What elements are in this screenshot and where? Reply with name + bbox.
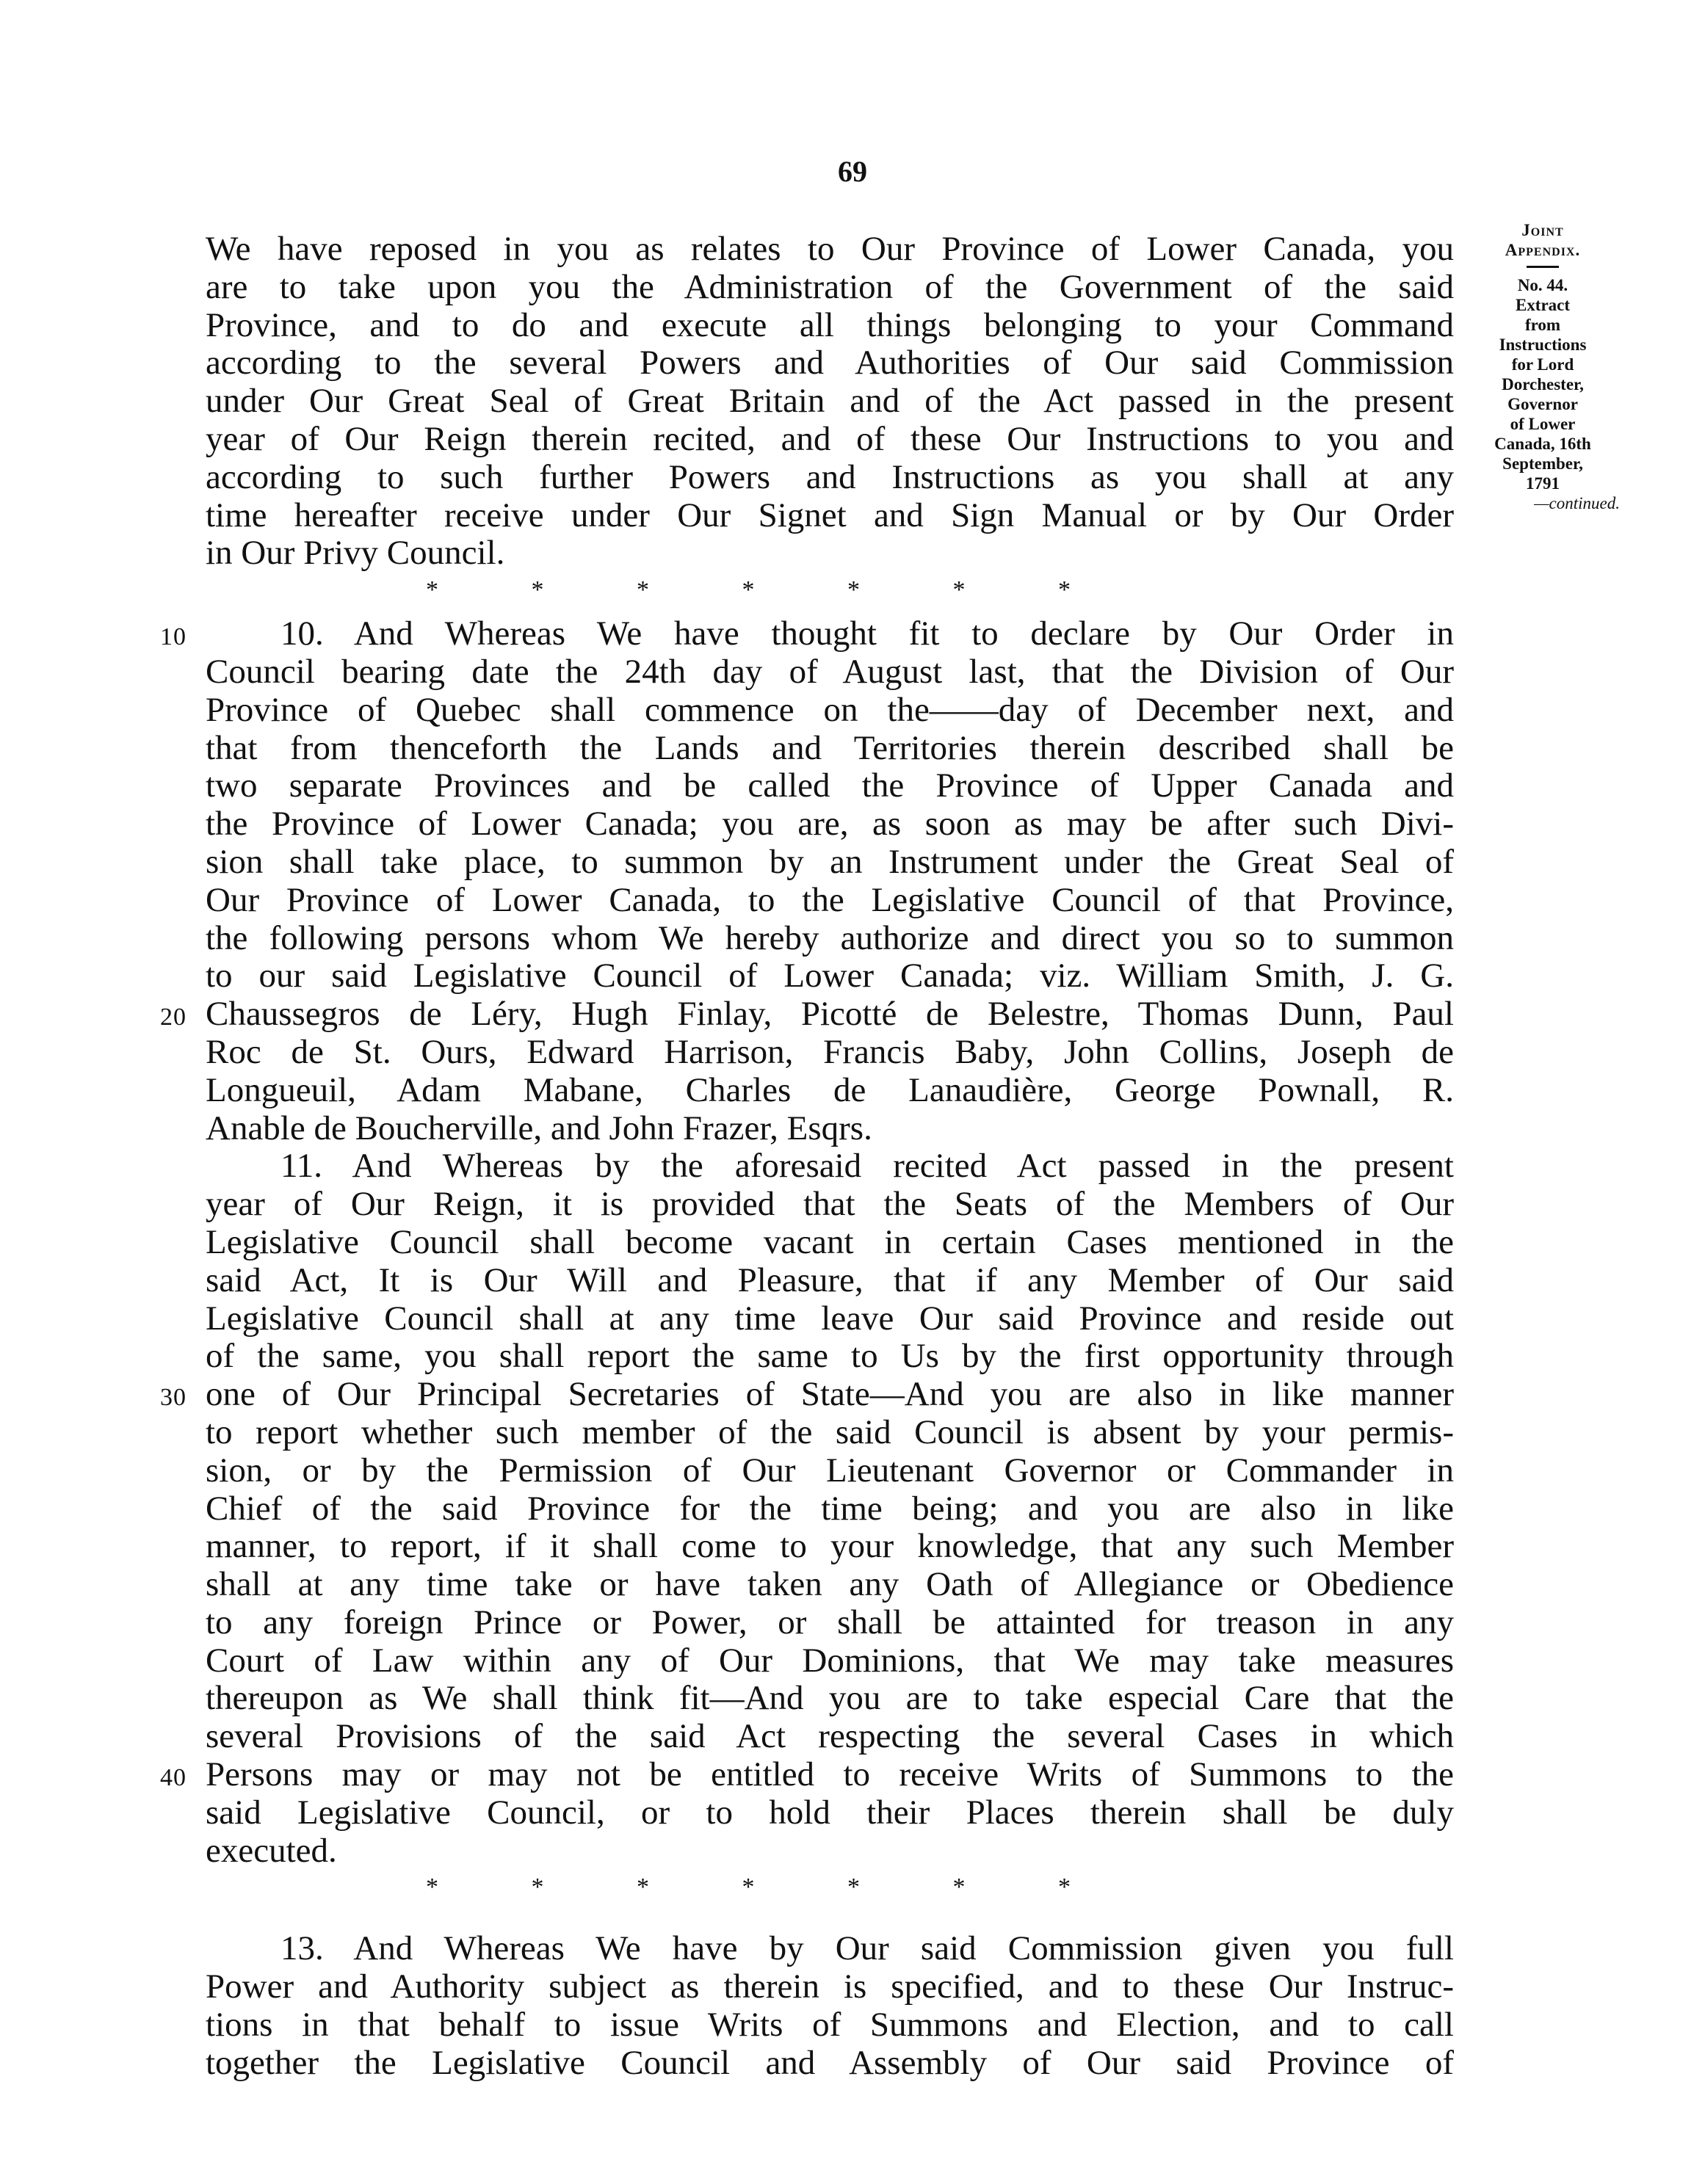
- paragraph-10: [160, 614, 1454, 1147]
- side-note-divider: [1527, 266, 1559, 268]
- side-note-line: Extract: [1515, 296, 1571, 314]
- text-line: the following persons whom We hereby authorize and direct you so to summon: [206, 918, 1454, 957]
- text-line: [160, 1375, 1454, 1414]
- text-line: Chief of the said Province for the time being; and you are also in like: [206, 1489, 1454, 1528]
- section-break-stars: * * * * * * *: [426, 576, 1071, 604]
- text-line: year of Our Reign, it is provided that the Seats of the Members of Our: [206, 1185, 1454, 1224]
- text-line: Court of Law within any of Our Dominions, that We may take measures: [206, 1641, 1454, 1680]
- text-line: executed.: [206, 1831, 337, 1870]
- text-line: [160, 614, 1454, 653]
- text-line: Longueuil, Adam Mabane, Charles de Lanaudière, George Pownall, R.: [206, 1070, 1454, 1109]
- text-line: to any foreign Prince or Power, or shall be attainted for treason in any: [206, 1603, 1454, 1641]
- document-body: [160, 230, 1454, 2083]
- side-note-line: from: [1524, 316, 1561, 334]
- text-line: two separate Provinces and be called the Province of Upper Canada and: [206, 766, 1454, 805]
- paragraph-11: [160, 1147, 1454, 1870]
- text-line: Council bearing date the 24th day of August last, that the Division of Our: [206, 652, 1454, 691]
- page-number: 69: [838, 155, 867, 188]
- text-line: of the same, you shall report the same to Us by the first opportunity through: [206, 1337, 1454, 1376]
- text-line: are to take upon you the Administration of the Government of the said: [206, 267, 1454, 306]
- paragraph-intro: [206, 231, 1454, 573]
- text-line-content: 10. And Whereas We have thought fit to declare by Our Order in: [280, 614, 1454, 653]
- text-line: Legislative Council shall at any time leave Our said Province and reside out: [206, 1299, 1454, 1338]
- text-line: under Our Great Seal of Great Britain and of the Act passed in the present: [206, 382, 1454, 421]
- side-note-line: September,: [1502, 454, 1583, 473]
- side-note-continued: —continued.: [1534, 494, 1620, 512]
- text-line: Power and Authority subject as therein is specified, and to these Our Instruc-: [206, 1967, 1454, 2006]
- side-note-line: Canada, 16th: [1494, 435, 1591, 453]
- text-line: Province of Quebec shall commence on the——day of December next, and: [206, 690, 1454, 729]
- text-line: together the Legislative Council and Assembly of Our said Province of: [206, 2043, 1454, 2082]
- text-line-content: Chaussegros de Léry, Hugh Finlay, Picotté de Belestre, Thomas Dunn, Paul: [206, 995, 1454, 1034]
- line-number: 30: [160, 1384, 187, 1412]
- side-note-line: Governor: [1507, 395, 1578, 413]
- text-line: Province, and to do and execute all things belonging to your Command: [206, 305, 1454, 344]
- text-line: We have reposed in you as relates to Our Province of Lower Canada, you: [206, 230, 1454, 268]
- line-number: 10: [160, 623, 187, 651]
- text-line: shall at any time take or have taken any Oath of Allegiance or Obedience: [206, 1565, 1454, 1604]
- line-number: 20: [160, 1004, 187, 1031]
- text-line: said Legislative Council, or to hold their Places therein shall be duly: [206, 1793, 1454, 1832]
- text-line: said Act, It is Our Will and Pleasure, that if any Member of Our said: [206, 1260, 1454, 1299]
- margin-side-note: [1466, 220, 1620, 513]
- text-line: tions in that behalf to issue Writs of Summons and Election, and to call: [206, 2006, 1454, 2045]
- text-line: Roc de St. Ours, Edward Harrison, Francis Baby, John Collins, Joseph de: [206, 1032, 1454, 1071]
- text-line: in Our Privy Council.: [206, 534, 505, 573]
- side-note-line: of Lower: [1510, 415, 1576, 433]
- text-line: [160, 995, 1454, 1034]
- side-note-line: Instructions: [1499, 335, 1587, 354]
- side-note-line: Appendix.: [1505, 241, 1581, 259]
- side-note-line: 1791: [1526, 474, 1560, 493]
- text-line: thereupon as We shall think fit—And you are to take especial Care that the: [206, 1679, 1454, 1718]
- text-line: Our Province of Lower Canada, to the Legislative Council of that Province,: [206, 880, 1454, 919]
- paragraph-13: [206, 1930, 1454, 2082]
- text-line: sion, or by the Permission of Our Lieutenant Governor or Commander in: [206, 1451, 1454, 1490]
- text-line-content: Persons may or may not be entitled to receive Writs of Summons to the: [206, 1755, 1454, 1794]
- text-line: year of Our Reign therein recited, and of these Our Instructions to you and: [206, 419, 1454, 458]
- text-line: the Province of Lower Canada; you are, as soon as may be after such Divi-: [206, 805, 1454, 844]
- side-note-line: Joint: [1521, 221, 1564, 239]
- text-line: Legislative Council shall become vacant in certain Cases mentioned in the: [206, 1222, 1454, 1261]
- paragraph-gap: [206, 1912, 1454, 1930]
- text-line: to report whether such member of the said Council is absent by your permis-: [206, 1412, 1454, 1451]
- text-line: several Provisions of the said Act respecting the several Cases in which: [206, 1717, 1454, 1756]
- text-line: to our said Legislative Council of Lower Canada; viz. William Smith, J. G.: [206, 957, 1454, 995]
- text-line: sion shall take place, to summon by an Instrument under the Great Seal of: [206, 842, 1454, 881]
- text-line: according to such further Powers and Instructions as you shall at any: [206, 457, 1454, 496]
- section-break-stars: * * * * * * *: [426, 1873, 1071, 1901]
- text-line: time hereafter receive under Our Signet and Sign Manual or by Our Order: [206, 496, 1454, 534]
- line-number: 40: [160, 1764, 187, 1792]
- side-note-line: for Lord: [1511, 355, 1574, 374]
- text-line: Anable de Boucherville, and John Frazer, Esqrs.: [206, 1109, 872, 1147]
- text-line: that from thenceforth the Lands and Territories therein described shall be: [206, 728, 1454, 767]
- text-line: 13. And Whereas We have by Our said Commission given you full: [280, 1929, 1454, 1968]
- side-note-line: Dorchester,: [1502, 375, 1584, 393]
- side-note-line: No. 44.: [1517, 276, 1568, 294]
- text-line: 11. And Whereas by the aforesaid recited Act passed in the present: [280, 1147, 1454, 1186]
- text-line: manner, to report, if it shall come to your knowledge, that any such Member: [206, 1527, 1454, 1566]
- text-line: [160, 1755, 1454, 1794]
- text-line: according to the several Powers and Authorities of Our said Commission: [206, 344, 1454, 382]
- text-line-content: one of Our Principal Secretaries of State—And you are also in like manner: [206, 1375, 1454, 1414]
